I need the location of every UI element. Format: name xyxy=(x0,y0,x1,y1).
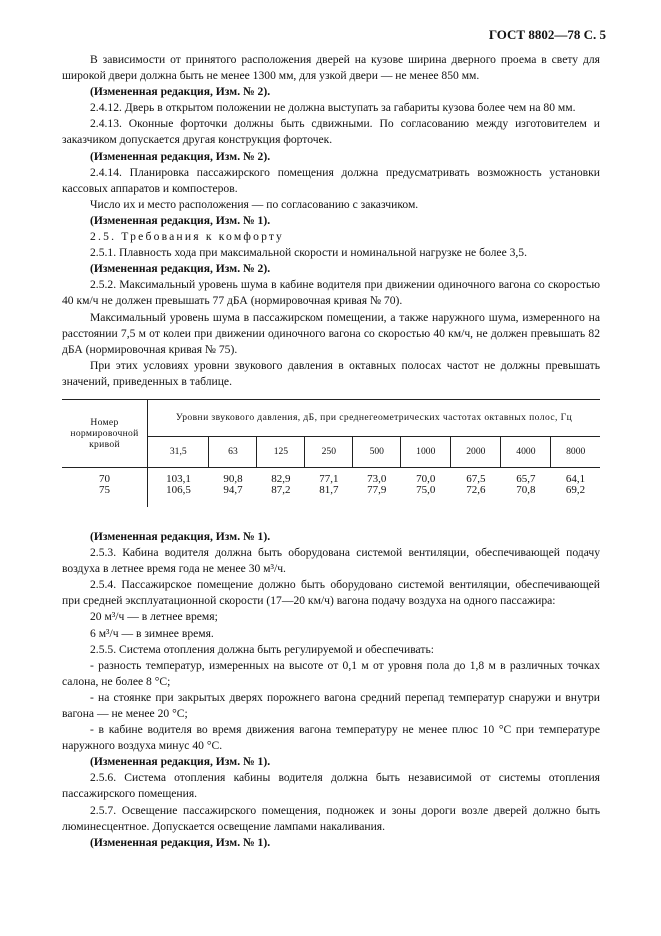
level-value: 77,1 xyxy=(319,472,339,485)
frequency-header: 8000 xyxy=(551,436,600,467)
amendment-note: (Измененная редакция, Изм. № 2). xyxy=(90,85,271,99)
frequency-header: 125 xyxy=(257,436,305,467)
level-value: 67,5 xyxy=(466,472,486,485)
clause-2-4-12: 2.4.12. Дверь в открытом положении не должна выступать за габариты кузова более чем на 80 мм. xyxy=(90,101,576,115)
level-cell xyxy=(305,467,353,507)
frequency-header: 250 xyxy=(305,436,353,467)
level-value: 69,2 xyxy=(565,484,586,497)
clause-2-5-2: 2.5.2. Максимальный уровень шума в кабине водителя при движении одиночного вагона со скоростью 40 км/ч не должен превышать 77 дБА (нормировочная кривая № 70). xyxy=(62,278,600,308)
level-cell xyxy=(353,467,401,507)
level-value: 90,8 xyxy=(223,472,243,485)
air-summer: 20 м³/ч — в летнее время; xyxy=(90,610,218,624)
level-value: 94,7 xyxy=(223,484,243,497)
level-cell xyxy=(148,467,209,507)
level-value: 70,0 xyxy=(416,472,436,485)
heating-requirement: - на стоянке при закрытых дверях порожнего вагона средний перепад температур снаружи и внутри вагона — не менее 20 °С; xyxy=(62,690,600,720)
amendment-note: (Измененная редакция, Изм. № 1). xyxy=(90,529,271,543)
amendment-note: (Измененная редакция, Изм. № 1). xyxy=(90,835,271,849)
paragraph-placement: Число их и место расположения — по согласованию с заказчиком. xyxy=(90,197,419,211)
level-value: 77,9 xyxy=(367,484,387,497)
section-2-5-heading: 2.5. Требования к комфорту xyxy=(90,230,285,244)
level-value: 82,9 xyxy=(271,472,291,485)
clause-2-5-5: 2.5.5. Система отопления должна быть регулируемой и обеспечивать: xyxy=(90,642,434,656)
curve-number: 75 xyxy=(99,484,110,497)
clause-2-5-6: 2.5.6. Система отопления кабины водителя должна быть независимой от системы отопления пассажирского помещения. xyxy=(62,771,600,801)
clause-2-5-4: 2.5.4. Пассажирское помещение должно быть оборудовано системой вентиляции, обеспечивающей при средней эксплуатационной скорости (17—20 км/ч) вагона подачу воздуха на одного пассажира: xyxy=(62,578,600,608)
level-cell xyxy=(451,467,501,507)
amendment-note: (Измененная редакция, Изм. № 1). xyxy=(90,213,271,227)
level-cell xyxy=(209,467,257,507)
table-data-row xyxy=(62,467,600,507)
level-value: 65,7 xyxy=(516,472,536,485)
heating-requirement: - разность температур, измеренных на высоте от 0,1 м от уровня пола до 1,8 м в различных точках салона, не более 8 °С; xyxy=(62,658,600,688)
document-body xyxy=(62,52,600,851)
level-value: 81,7 xyxy=(319,484,339,497)
clause-2-4-13: 2.4.13. Оконные форточки должны быть сдвижными. По согласованию между изготовителем и заказчиком допускается другая конструкция форточек. xyxy=(62,117,600,147)
paragraph-door-width: В зависимости от принятого расположения дверей на кузове ширина дверного проема в свету для широкой двери должна быть не менее 1300 мм, для узкой двери — не менее 850 мм. xyxy=(62,53,600,83)
level-cell xyxy=(501,467,551,507)
frequency-header: 31,5 xyxy=(148,436,209,467)
frequency-header: 500 xyxy=(353,436,401,467)
curve-number: 70 xyxy=(99,472,110,485)
level-value: 72,6 xyxy=(466,484,486,497)
table-group-header: Уровни звукового давления, дБ, при среднегеометрических частотах октавных полос, Гц xyxy=(148,399,601,436)
table-row-label-header: Номер нормировочной кривой xyxy=(62,399,148,467)
amendment-note: (Измененная редакция, Изм. № 1). xyxy=(90,755,271,769)
paragraph-noise-passenger: Максимальный уровень шума в пассажирском помещении, а также наружного шума, измеренного на расстоянии 7,5 м от колеи при движении одиночного вагона со скоростью 40 км/ч, не должен превышать 82 дБА (нормировочная кривая № 75). xyxy=(62,310,600,356)
clause-2-5-1: 2.5.1. Плавность хода при максимальной скорости и номинальной нагрузке не более 3,5. xyxy=(90,246,528,260)
level-value: 106,5 xyxy=(166,484,191,497)
level-value: 70,8 xyxy=(516,484,536,497)
air-winter: 6 м³/ч — в зимнее время. xyxy=(90,626,214,640)
amendment-note: (Измененная редакция, Изм. № 2). xyxy=(90,262,271,276)
clause-2-5-3: 2.5.3. Кабина водителя должна быть оборудована системой вентиляции, обеспечивающей подачу воздуха в летнее время года не менее 30 м³/ч. xyxy=(62,546,600,576)
level-cell xyxy=(401,467,451,507)
level-value: 103,1 xyxy=(166,472,191,485)
noise-levels-table xyxy=(62,399,600,507)
frequency-header: 4000 xyxy=(501,436,551,467)
frequency-header: 63 xyxy=(209,436,257,467)
frequency-header: 2000 xyxy=(451,436,501,467)
clause-2-4-14: 2.4.14. Планировка пассажирского помещения должна предусматривать возможность установки кассовых аппаратов и компостеров. xyxy=(62,165,600,195)
frequency-header: 1000 xyxy=(401,436,451,467)
clause-2-5-7: 2.5.7. Освещение пассажирского помещения, подножек и зоны дороги возле дверей должно быть люминесцентное. Допускается освещение лампами накаливания. xyxy=(62,803,600,833)
paragraph-table-intro: При этих условиях уровни звукового давления в октавных полосах частот не должны превышать значений, приведенных в таблице. xyxy=(62,358,600,388)
level-value: 64,1 xyxy=(565,472,586,485)
amendment-note: (Измененная редакция, Изм. № 2). xyxy=(90,149,271,163)
page-header: ГОСТ 8802—78 С. 5 xyxy=(488,27,606,42)
level-cell xyxy=(257,467,305,507)
level-value: 87,2 xyxy=(271,484,291,497)
level-value: 73,0 xyxy=(367,472,387,485)
level-cell xyxy=(551,467,600,507)
heating-requirement: - в кабине водителя во время движения вагона температуру не менее плюс 10 °С при температуре наружного воздуха минус 40 °С. xyxy=(62,723,600,753)
curve-number-cell xyxy=(62,467,148,507)
level-value: 75,0 xyxy=(416,484,436,497)
